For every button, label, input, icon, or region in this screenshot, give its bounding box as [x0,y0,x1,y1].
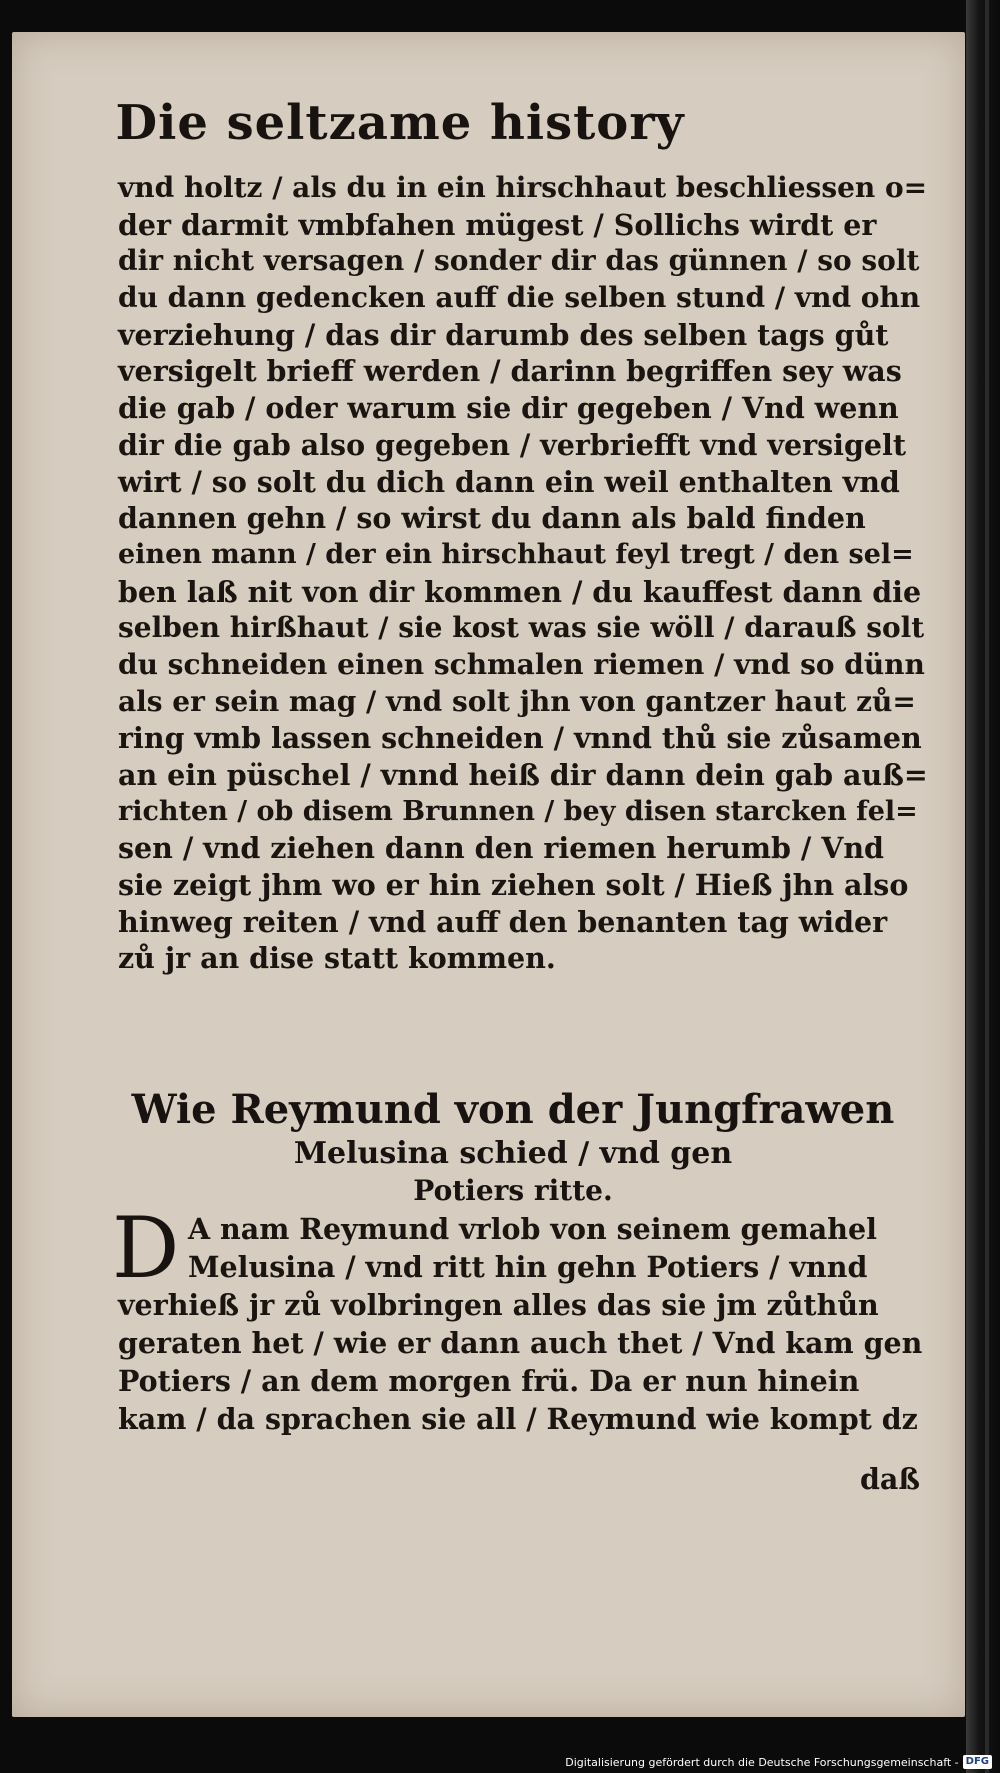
text-line: an ein püschel / vnnd heiß dir dann dein gab auß= [118,758,928,792]
text-line: kam / da sprachen sie all / Reymund wie kompt dz [118,1402,918,1436]
text-line: hinweg reiten / vnd auff den benanten tag wider [118,904,888,939]
credit-text: Digitalisierung gefördert durch die Deutsche Forschungsgemeinschaft - [565,1755,959,1769]
chapter-heading-line-3: Potiers ritte. [413,1174,613,1207]
text-line: die gab / oder warum sie dir gegeben / Vnd wenn [118,391,899,426]
drop-capital: D [112,1199,180,1297]
text-line: geraten het / wie er dann auch thet / Vnd kam gen [118,1326,923,1360]
running-header: Die seltzame history [115,95,685,151]
text-line: zů jr an dise statt kommen. [118,941,556,976]
text-line: Potiers / an dem morgen frü. Da er nun hinein [118,1364,860,1398]
text-line: sen / vnd ziehen dann den riemen herumb / Vnd [118,831,884,866]
text-line: der darmit vmbfahen mügest / Sollichs wirdt er [118,207,877,242]
text-line: vnd holtz / als du in ein hirschhaut beschliessen o= [118,171,928,204]
text-line: selben hirßhaut / sie kost was sie wöll / darauß solt [118,611,925,645]
text-line: du schneiden einen schmalen riemen / vnd so dünn [118,647,925,681]
text-line: versigelt brieff werden / darinn begriffen sey was [118,354,902,389]
digitization-credit [565,1753,992,1771]
text-line: als er sein mag / vnd solt jhn von gantzer haut zů= [118,684,916,718]
text-line: richten / ob disem Brunnen / bey disen starcken fel= [118,795,918,827]
text-line: sie zeigt jhm wo er hin ziehen solt / Hieß jhn also [118,868,909,903]
text-line: verziehung / das dir darumb des selben tags gůt [118,317,889,352]
paragraph-1 [118,170,928,977]
text-line: ring vmb lassen schneiden / vnnd thů sie zůsamen [118,721,922,756]
text-line: du dann gedencken auff die selben stund / vnd ohn [118,281,921,315]
text-line: ben laß nit von dir kommen / du kauffest dann die [118,574,922,609]
scan-edge-bar [985,0,989,1773]
text-line: dir nicht versagen / sonder dir das günnen / so solt [118,244,920,278]
paragraph-2 [118,1210,928,1438]
scan-edge-strip [966,0,1000,1773]
text-line: dannen gehn / so wirst du dann als bald finden [118,501,866,536]
chapter-heading [118,1085,908,1209]
dfg-logo: DFG [963,1755,992,1769]
text-line: einen mann / der ein hirschhaut feyl tregt / den sel= [118,538,914,570]
text-line: A nam Reymund vrlob von seinem gemahel [188,1212,877,1246]
text-line: dir die gab also gegeben / verbriefft vnd versigelt [118,427,907,462]
text-line: verhieß jr zů volbringen alles das sie jm zůthůn [118,1288,879,1322]
text-line: Melusina / vnd ritt hin gehn Potiers / vnnd [188,1250,868,1284]
catchword: daß [860,1462,921,1496]
text-line: wirt / so solt du dich dann ein weil enthalten vnd [118,464,900,499]
chapter-heading-line-1: Wie Reymund von der Jungfrawen [131,1086,895,1133]
chapter-heading-line-2: Melusina schied / vnd gen [293,1136,733,1171]
